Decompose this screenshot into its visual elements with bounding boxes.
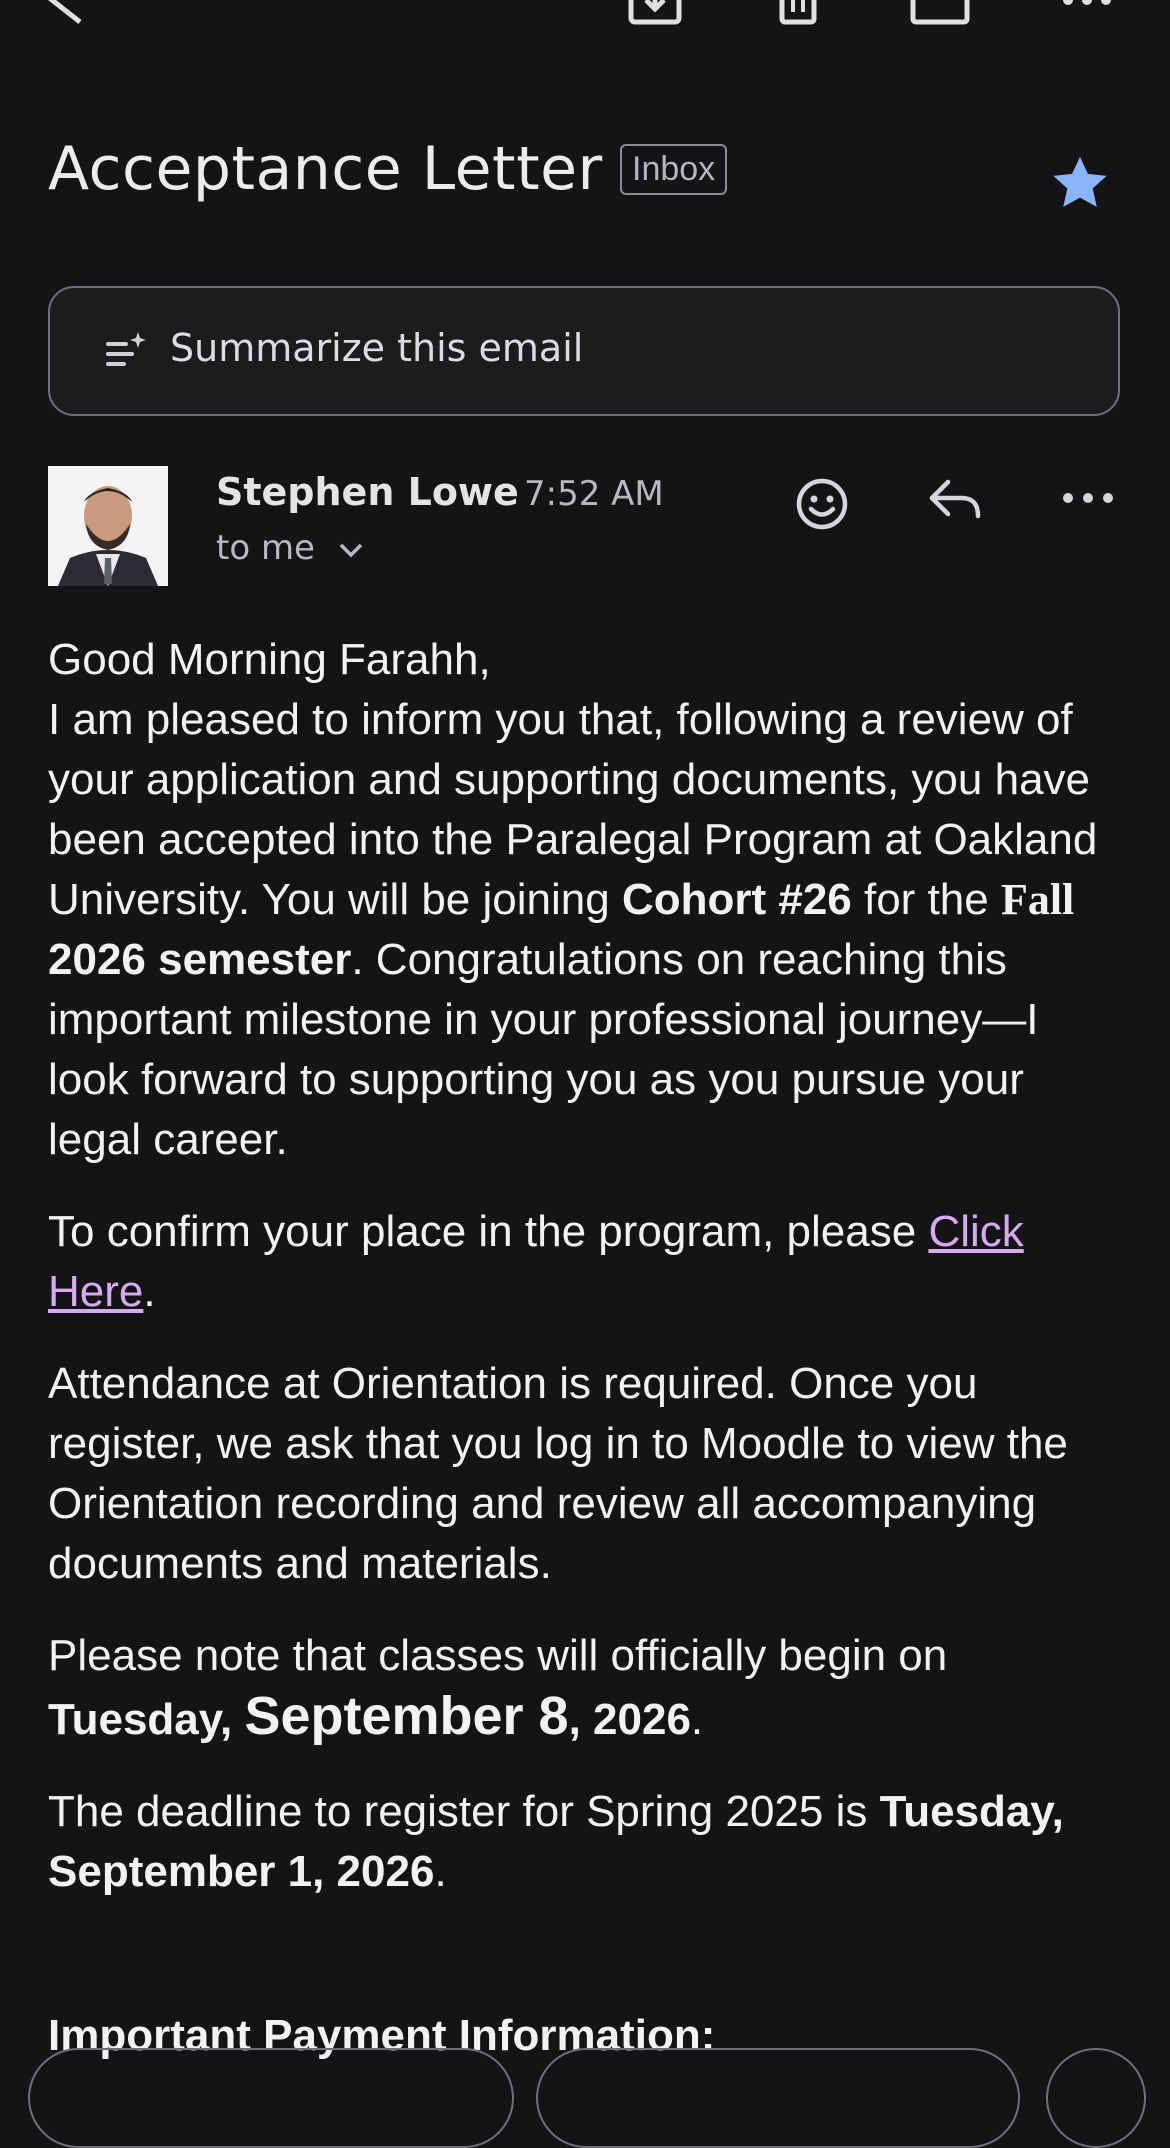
inbox-label-chip[interactable]: Inbox	[620, 144, 727, 195]
greeting: Good Morning Farahh,	[48, 635, 491, 684]
emoji-reaction-icon[interactable]	[794, 476, 850, 532]
deadline-paragraph: The deadline to register for Spring 2025 is Tuesday, September 1, 2026.	[48, 1787, 1064, 1896]
acceptance-paragraph: I am pleased to inform you that, following a review of your application and supporting documents, you have been accepted into the Paralegal Program at Oakland University. You will be joining Cohort #26 for the Fall 2026 semester. Congratulations on reaching this important milestone in your professional journey—I look forward to supporting you as you pursue your legal career.	[48, 695, 1098, 1164]
trash-icon[interactable]	[776, 0, 820, 26]
email-body	[48, 630, 1128, 1934]
reply-icon[interactable]	[926, 476, 986, 526]
bottom-actions	[0, 2048, 1170, 2088]
star-icon[interactable]	[1046, 150, 1114, 216]
more-horiz-icon[interactable]	[1060, 0, 1114, 26]
classes-begin-paragraph: Please note that classes will officially begin on Tuesday, September 8, 2026.	[48, 1631, 948, 1746]
top-app-bar	[0, 0, 1170, 42]
summarize-label: Summarize this email	[170, 326, 584, 370]
more-options-icon[interactable]	[1060, 488, 1116, 508]
orientation-paragraph: Attendance at Orientation is required. Once you register, we ask that you log in to Moodle to view the Orientation recording and review all accompanying documents and materials.	[48, 1359, 1068, 1588]
sender-avatar[interactable]	[48, 466, 168, 586]
summarize-sparkle-icon	[104, 330, 148, 370]
archive-icon[interactable]	[628, 0, 682, 26]
click-here-link[interactable]: Click Here	[48, 1207, 1024, 1316]
confirm-paragraph: To confirm your place in the program, please Click Here.	[48, 1207, 1024, 1316]
emoji-pill-button[interactable]	[1046, 2048, 1146, 2148]
sender-name[interactable]: Stephen Lowe	[216, 470, 519, 514]
mail-icon[interactable]	[910, 0, 970, 26]
recipients-label[interactable]: to me	[216, 528, 315, 568]
summarize-email-button[interactable]	[48, 286, 1120, 416]
reply-pill-button[interactable]	[28, 2048, 514, 2148]
payment-info-heading: Important Payment Information:	[48, 2011, 716, 2060]
chevron-down-icon[interactable]	[338, 542, 364, 558]
back-arrow-icon[interactable]	[40, 0, 90, 32]
subject-row	[48, 130, 1122, 220]
email-subject: Acceptance Letter	[48, 134, 603, 204]
forward-pill-button[interactable]	[536, 2048, 1020, 2148]
sender-header	[48, 466, 1122, 596]
sent-time: 7:52 AM	[524, 474, 664, 514]
